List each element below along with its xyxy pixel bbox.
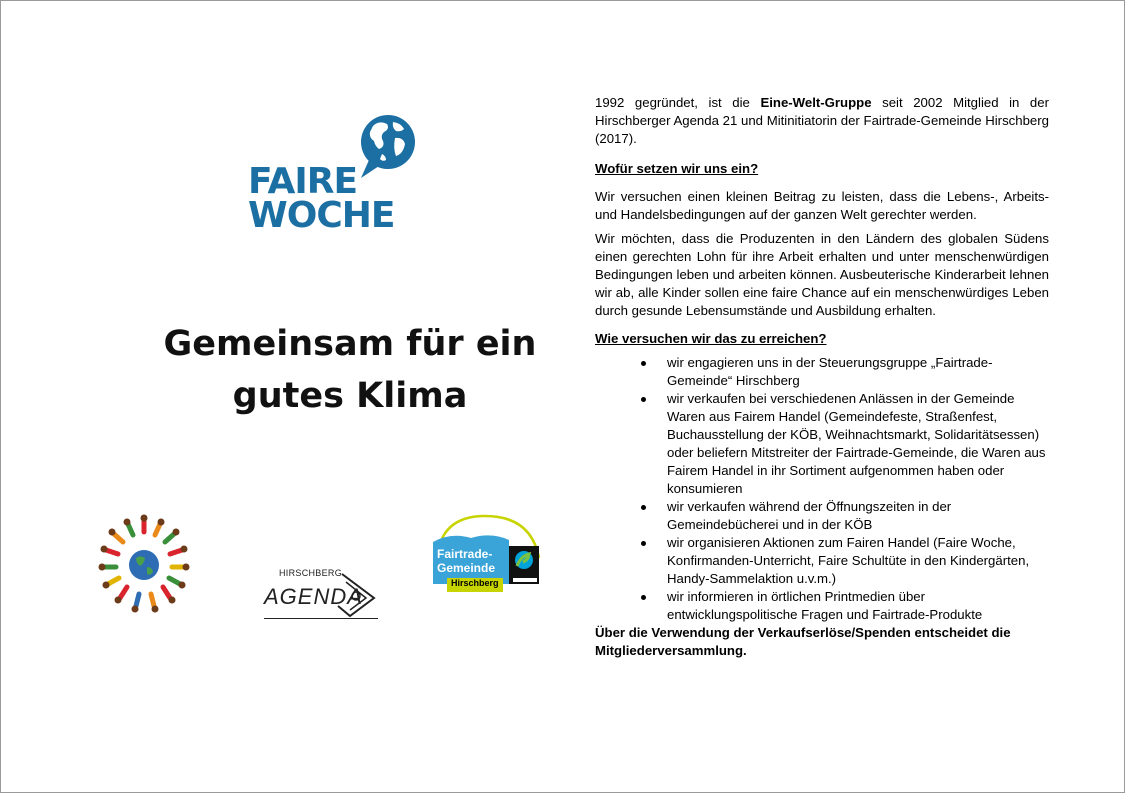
list-item: wir engagieren uns in der Steuerungsgruppe „Fairtrade-Gemeinde“ Hirschberg (641, 354, 1049, 390)
gemeinde-word: Gemeinde (437, 561, 496, 575)
page-headline (100, 318, 600, 422)
eine-welt-people-ring-logo (94, 512, 194, 616)
intro-post: seit 2002 Mitglied in der Hirschberger Agenda 21 und Mitinitiatorin der Fairtrade-Gemeinde Hirschberg (2017). (595, 95, 1049, 146)
bullet-icon (641, 361, 646, 366)
intro-group-name: Eine-Welt-Gruppe (760, 95, 872, 110)
faire-woche-line2: WOCHE (248, 195, 395, 236)
section1-paragraph1: Wir versuchen einen kleinen Beitrag zu leisten, dass die Lebens-, Arbeits- und Handelsbedingungen auf der ganzen Welt gerechter werden. (595, 189, 1049, 222)
closing-statement: Über die Verwendung der Verkaufserlöse/Spenden entscheidet die Mitgliederversammlung. (595, 625, 1011, 658)
agenda-wordmark: AGENDA (264, 584, 363, 609)
agenda-underline (264, 618, 378, 619)
section2-heading: Wie versuchen wir das zu erreichen? (595, 331, 827, 346)
headline-line2: gutes Klima (232, 376, 468, 416)
section1-paragraph2: Wir möchten, dass die Produzenten in den Ländern des globalen Südens einen gerechten Lohn für ihre Arbeit erhalten und unter menschenwürdigen Bedingungen leben und arbeiten können. Ausbeuterische Kinderarbeit lehnen wir ab, alle Kinder sollen eine faire Chance auf ein menschenwürdiges Leben durch gesunde Lebensumstände und Ausbildung erhalten. (595, 231, 1049, 318)
intro-pre: 1992 gegründet, ist die (595, 95, 761, 110)
bullet-icon (641, 541, 646, 546)
section1-heading: Wofür setzen wir uns ein? (595, 161, 759, 176)
bullet-icon (641, 397, 646, 402)
list-item: wir informieren in örtlichen Printmedien über entwicklungspolitische Fragen und Fairtrade-Produkte (641, 588, 1049, 624)
intro-paragraph (595, 94, 1049, 148)
fairtrade-town-label: Hirschberg (451, 578, 499, 588)
headline-line1: Gemeinsam für ein (163, 324, 537, 364)
list-item: wir verkaufen während der Öffnungszeiten in der Gemeindebücherei und in der KÖB (641, 498, 1049, 534)
list-item: wir organisieren Aktionen zum Fairen Handel (Faire Woche, Konfirmanden-Unterricht, Faire Schultüte in den Kindergärten, Handy-Sammelaktion u.v.m.) (641, 534, 1049, 588)
faire-woche-line1: FAIRE (248, 161, 358, 202)
bullet-icon (641, 505, 646, 510)
agenda-town-label: HIRSCHBERG (279, 568, 343, 578)
list-item: wir verkaufen bei verschiedenen Anlässen in der Gemeinde Waren aus Fairem Handel (Gemeindefeste, Straßenfest, Buchausstellung der KÖB, Weihnachtsmarkt, Solidaritätsessen) oder beliefern Mitstreiter der Fairtrade-Gemeinde, die Waren aus Fairem Handel in ihr Sortiment aufgenommen haben oder konsumieren (641, 390, 1049, 498)
action-list (641, 354, 1049, 624)
bullet-icon (641, 595, 646, 600)
info-text-column (595, 94, 1049, 660)
fairtrade-word: Fairtrade- (437, 547, 493, 561)
